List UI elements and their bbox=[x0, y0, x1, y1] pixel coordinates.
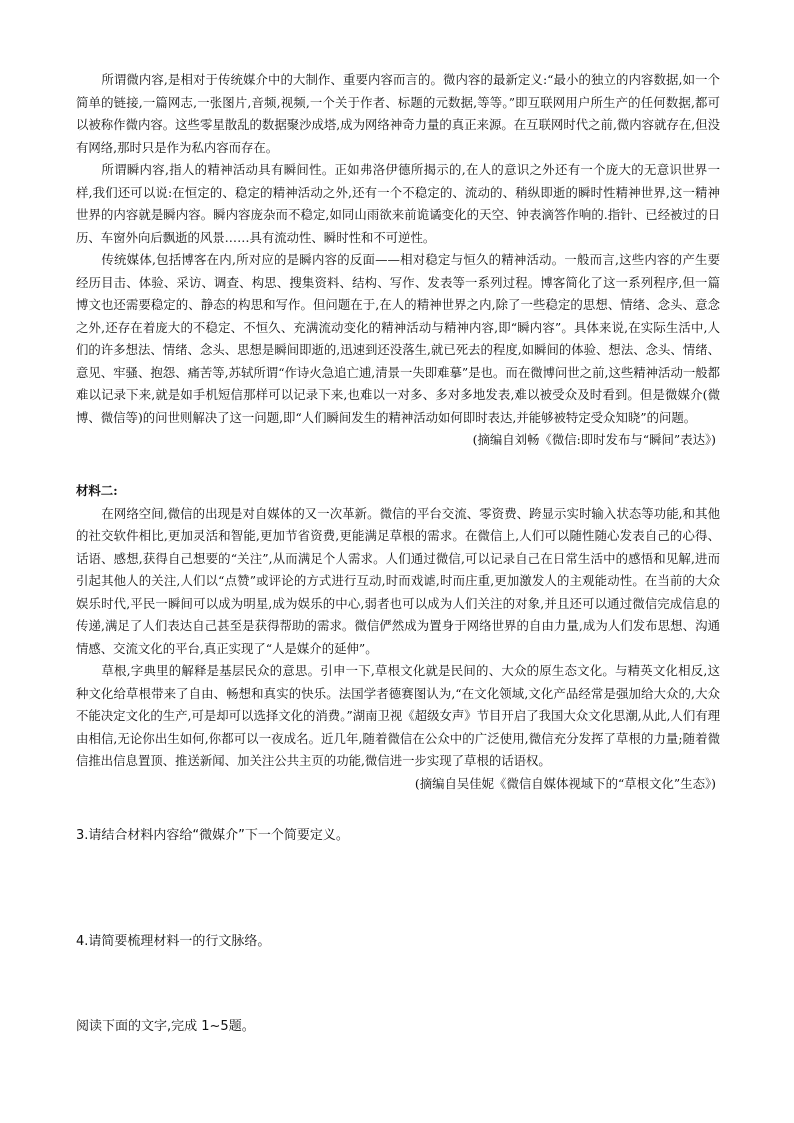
source-citation-two: (摘编自吴佳妮《微信自媒体视域下的“草根文化”生态》) bbox=[414, 775, 716, 791]
question-3: 3.请结合材料内容给“微媒介”下一个简要定义。 bbox=[76, 828, 349, 843]
paragraph-traditional-media: 传统媒体,包括博客在内,所对应的是瞬内容的反面——相对稳定与恒久的精神活动。一般而言,这些内容的产生要经历目击、体验、采访、调查、构思、搜集资料、结构、写作、发表等一系列过程。博客简化了这一系列程序,但一篇博文也还需要稳定的、静态的构思和写作。但问题在于,在人的精神世界之内,除了一些稳定的思想、情绪、念头、意念之外,还存在着庞大的不稳定、不恒久、充满流动变化的精神活动与精神内容,即“瞬内容”。具体来说,在实际生活中,人们的许多想法、情绪、念头、思想是瞬间即逝的,迅速到还没落生,就已死去的程度,如瞬间的体验、想法、念头、情绪、意见、牢骚、抱怨、痛苦等,苏轼所谓“作诗火急追亡逋,清景一失即难摹”是也。而在微博问世之前,这些精神活动一般都难以记录下来,就是如手机短信那样可以记录下来,也难以一对多、多对多地发表,难以被受众及时看到。但是微媒介(微博、微信等)的问世则解决了这一问题,即“人们瞬间发生的精神活动如何即时表达,并能够被特定受众知晓”的问题。 bbox=[76, 252, 721, 425]
source-citation-one: (摘编自刘畅《微信:即时发布与“瞬间”表达》) bbox=[472, 432, 716, 447]
reading-instruction: 阅读下面的文字,完成 1~5题。 bbox=[76, 1019, 255, 1034]
paragraph-micro-content: 所谓微内容,是相对于传统媒介中的大制作、重要内容而言的。微内容的最新定义:“最小的独立的内容数据,如一个简单的链接,一篇网志,一张图片,音频,视频,一个关于作者、标题的元数据,等等。”即互联网用户所生产的任何数据,都可以被称作微内容。这些零星散乱的数据聚沙成塔,成为网络神奇力量的真正来源。在互联网时代之前,微内容就存在,但没有网络,那时只是作为私内容而存在。 bbox=[76, 72, 720, 155]
paragraph-grassroots: 草根,字典里的解释是基层民众的意思。引申一下,草根文化就是民间的、大众的原生态文化。与精英文化相反,这种文化给草根带来了自由、畅想和真实的快乐。法国学者德赛图认为,“在文化领域,文化产品经常是强加给大众的,大众不能决定文化的生产,可是却可以选择文化的消费。”湖南卫视《超级女声》节目开启了我国大众文化思潮,从此,人们有理由相信,无论你出生如何,你都可以一夜成名。近几年,随着微信在公众中的广泛使用,微信充分发挥了草根的力量;随着微信推出信息置顶、推送新闻、加关注公共主页的功能,微信进一步实现了草根的话语权。 bbox=[76, 663, 720, 768]
material-two-label: 材料二: bbox=[76, 483, 118, 498]
question-4: 4.请简要梳理材料一的行文脉络。 bbox=[76, 934, 271, 949]
material-one bbox=[76, 69, 720, 452]
paragraph-instant-content: 所谓瞬内容,指人的精神活动具有瞬间性。正如弗洛伊德所揭示的,在人的意识之外还有一个庞大的无意识世界一样,我们还可以说:在恒定的、稳定的精神活动之外,还有一个不稳定的、流动的、稍纵即逝的瞬时性精神世界,这一精神世界的内容就是瞬内容。瞬内容庞杂而不稳定,如同山雨欲来前诡谲变化的天空、钟表滴答作响的.指针、已经被过的日历、车窗外向后飘逝的风景……具有流动性、瞬时性和不可逆性。 bbox=[76, 162, 720, 245]
material-two bbox=[76, 480, 720, 795]
paragraph-wechat: 在网络空间,微信的出现是对自媒体的又一次革新。微信的平台交流、零资费、跨显示实时输入状态等功能,和其他的社交软件相比,更加灵活和智能,更加节省资费,更能满足草根的需求。在微信上,人们可以随性随心发表自己的心得、话语、感想,获得自己想要的“关注”,从而满足个人需求。人们通过微信,可以记录自己在日常生活中的感悟和见解,进而引起其他人的关注,人们以“点赞”或评论的方式进行互动,时而戏谑,时而庄重,更加激发人的主观能动性。在当前的大众娱乐时代,平民一瞬间可以成为明星,成为娱乐的中心,弱者也可以成为人们关注的对象,并且还可以通过微信完成信息的传递,满足了人们表达自己甚至是获得帮助的需求。微信俨然成为置身于网络世界的自由力量,成为人们发布思想、沟通情感、交流文化的平台,真正实现了“人是媒介的延伸”。 bbox=[76, 505, 720, 656]
